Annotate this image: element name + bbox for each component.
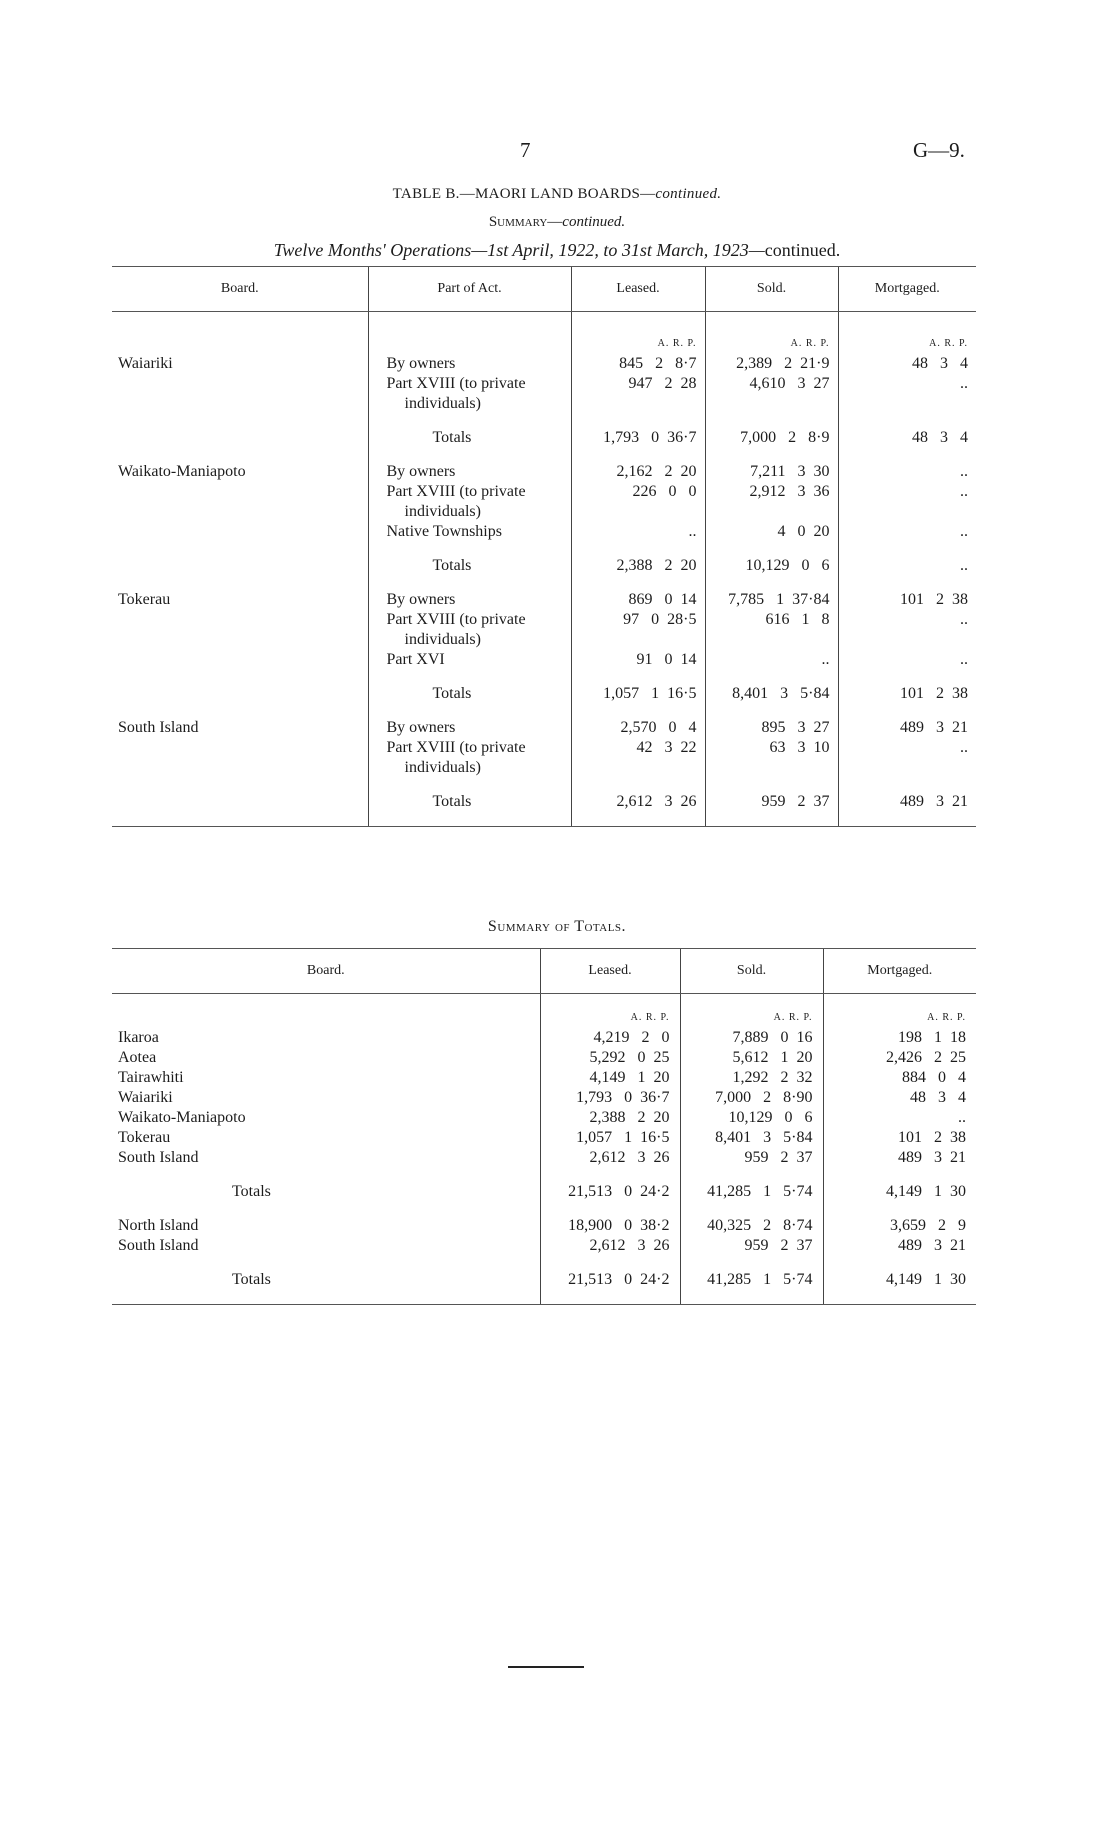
table-row	[112, 738, 976, 778]
summary-label: Summary—	[488, 214, 563, 230]
spacer-cell	[112, 738, 368, 778]
col-board: Board.	[112, 267, 368, 312]
operations-table-body	[112, 312, 976, 827]
spacer-cell	[112, 522, 368, 542]
mortgaged-value: 198 1 18	[823, 1028, 976, 1048]
board-name: Ikaroa	[118, 1029, 159, 1046]
spacer-cell	[838, 778, 976, 792]
part-of-act	[368, 738, 571, 778]
table-row	[112, 482, 976, 522]
part-of-act	[368, 522, 571, 542]
spacer-cell	[112, 994, 540, 1029]
spacer-cell	[368, 778, 571, 792]
spacer-cell	[705, 778, 838, 792]
spacer-cell	[823, 1290, 976, 1305]
board-name: South Island	[118, 1149, 199, 1166]
spacer-cell	[368, 448, 571, 462]
sold-value: 40,325 2 8·74	[680, 1216, 823, 1236]
sold-value: 10,129 0 6	[680, 1108, 823, 1128]
spacer-cell	[680, 1168, 823, 1182]
units-label: A. R. P.	[823, 994, 976, 1029]
leased-value: 18,900 0 38·2	[540, 1216, 680, 1236]
leased-value: 947 2 28	[571, 374, 705, 414]
sold-value: 959 2 37	[680, 1236, 823, 1256]
summary-continued: continued.	[562, 214, 626, 230]
part-of-act	[368, 650, 571, 670]
table-row	[112, 1128, 976, 1148]
spacer-cell	[705, 704, 838, 718]
spacer-cell	[112, 448, 368, 462]
sold-value: 616 1 8	[705, 610, 838, 650]
leased-value: 42 3 22	[571, 738, 705, 778]
totals-row	[112, 684, 976, 704]
units-label: A. R. P.	[540, 994, 680, 1029]
totals-row	[112, 792, 976, 812]
table-row	[112, 1148, 976, 1168]
table-row	[112, 462, 976, 482]
part-of-act	[368, 354, 571, 374]
part-of-act	[368, 590, 571, 610]
units-label: A. R. P.	[838, 312, 976, 355]
table-row	[112, 1068, 976, 1088]
total-leased-value: 21,513 0 24·2	[540, 1182, 680, 1202]
part-label-cont: individuals)	[404, 631, 481, 648]
end-rule	[508, 1666, 584, 1668]
gap-row	[112, 778, 976, 792]
spacer-cell	[368, 670, 571, 684]
totals-label: Totals	[232, 1271, 271, 1288]
part-label: Part XVIII (to private	[386, 739, 526, 756]
units-row	[112, 312, 976, 355]
spacer-cell	[838, 542, 976, 556]
leased-value: ..	[571, 522, 705, 542]
spacer-cell	[368, 704, 571, 718]
board-name: South Island	[118, 719, 199, 736]
spacer-cell	[838, 448, 976, 462]
summary-heading	[0, 214, 1114, 231]
sold-value: 7,785 1 37·84	[705, 590, 838, 610]
table-row	[112, 650, 976, 670]
total-sold: 7,000 2 8·9	[705, 428, 838, 448]
operations-table	[112, 266, 976, 827]
col-mortgaged: Mortgaged.	[823, 949, 976, 994]
spacer-cell	[112, 1202, 540, 1216]
sold-value: ..	[705, 650, 838, 670]
total-leased: 1,793 0 36·7	[571, 428, 705, 448]
spacer-cell	[705, 812, 838, 827]
part-label-cont: individuals)	[404, 395, 481, 412]
spacer-cell	[680, 1202, 823, 1216]
leased-value: 1,057 1 16·5	[540, 1128, 680, 1148]
table-row	[112, 1048, 976, 1068]
sold-value: 895 3 27	[705, 718, 838, 738]
gap-row	[112, 414, 976, 428]
spacer-cell	[112, 778, 368, 792]
total-sold-value: 41,285 1 5·74	[680, 1182, 823, 1202]
part-label-cont: individuals)	[404, 503, 481, 520]
spacer-cell	[112, 792, 368, 812]
table-row	[112, 354, 976, 374]
board-name: South Island	[118, 1237, 199, 1254]
part-label: Part XVI	[386, 651, 445, 668]
gap-row	[112, 704, 976, 718]
spacer-cell	[571, 670, 705, 684]
totals-label: Totals	[368, 684, 571, 704]
spacer-cell	[540, 1290, 680, 1305]
spacer-cell	[112, 1290, 540, 1305]
spacer-cell	[540, 1256, 680, 1270]
spacer-cell	[838, 704, 976, 718]
units-label: A. R. P.	[571, 312, 705, 355]
col-sold: Sold.	[705, 267, 838, 312]
table-row	[112, 718, 976, 738]
part-of-act	[368, 374, 571, 414]
leased-value: 2,570 0 4	[571, 718, 705, 738]
part-label: By owners	[386, 719, 456, 736]
part-label: Part XVIII (to private	[386, 483, 526, 500]
total-leased: 2,612 3 26	[571, 792, 705, 812]
table-row	[112, 1028, 976, 1048]
spacer-cell	[112, 556, 368, 576]
table-row	[112, 590, 976, 610]
part-of-act	[368, 610, 571, 650]
page-number: 7	[520, 138, 531, 162]
board-name: Tokerau	[118, 591, 171, 608]
spacer-cell	[112, 1256, 540, 1270]
sold-value: 63 3 10	[705, 738, 838, 778]
mortgaged-value: 48 3 4	[838, 354, 976, 374]
spacer-cell	[112, 414, 368, 428]
spacer-cell	[838, 414, 976, 428]
total-leased: 1,057 1 16·5	[571, 684, 705, 704]
mortgaged-value: 3,659 2 9	[823, 1216, 976, 1236]
gap-row	[112, 576, 976, 590]
board-name: Tairawhiti	[118, 1069, 184, 1086]
leased-value: 1,793 0 36·7	[540, 1088, 680, 1108]
table-title-continued: continued.	[655, 186, 722, 202]
gap-row	[112, 1290, 976, 1305]
spacer-cell	[705, 414, 838, 428]
mortgaged-value: ..	[838, 650, 976, 670]
spacer-cell	[705, 576, 838, 590]
spacer-cell	[571, 778, 705, 792]
leased-value: 4,219 2 0	[540, 1028, 680, 1048]
spacer-cell	[823, 1202, 976, 1216]
spacer-cell	[112, 374, 368, 414]
table-row	[112, 1088, 976, 1108]
total-sold: 8,401 3 5·84	[705, 684, 838, 704]
spacer-cell	[705, 448, 838, 462]
mortgaged-value: 48 3 4	[823, 1088, 976, 1108]
mortgaged-value: ..	[838, 610, 976, 650]
totals-row	[112, 1182, 976, 1202]
col-leased: Leased.	[540, 949, 680, 994]
part-of-act	[368, 462, 571, 482]
units-label: A. R. P.	[705, 312, 838, 355]
spacer-cell	[368, 414, 571, 428]
period-continued: continued.	[764, 240, 841, 260]
mortgaged-value: 101 2 38	[823, 1128, 976, 1148]
part-label: By owners	[386, 591, 456, 608]
total-mortgaged: ..	[838, 556, 976, 576]
spacer-cell	[112, 482, 368, 522]
sold-value: 4,610 3 27	[705, 374, 838, 414]
part-label: Native Townships	[386, 523, 502, 540]
gap-row	[112, 1256, 976, 1270]
leased-value: 226 0 0	[571, 482, 705, 522]
gap-row	[112, 1168, 976, 1182]
spacer-cell	[112, 670, 368, 684]
spacer-cell	[112, 650, 368, 670]
spacer-cell	[368, 312, 571, 355]
spacer-cell	[680, 1290, 823, 1305]
spacer-cell	[571, 414, 705, 428]
spacer-cell	[838, 812, 976, 827]
spacer-cell	[571, 448, 705, 462]
leased-value: 2,162 2 20	[571, 462, 705, 482]
mortgaged-value: 2,426 2 25	[823, 1048, 976, 1068]
part-label: Part XVIII (to private	[386, 611, 526, 628]
mortgaged-value: 489 3 21	[838, 718, 976, 738]
table-row	[112, 522, 976, 542]
mortgaged-value: ..	[838, 482, 976, 522]
spacer-cell	[112, 812, 368, 827]
spacer-cell	[112, 1168, 540, 1182]
board-name: Waikato-Maniapoto	[118, 1109, 246, 1126]
total-mortgaged: 489 3 21	[838, 792, 976, 812]
gap-row	[112, 670, 976, 684]
spacer-cell	[112, 312, 368, 355]
total-mortgaged: 48 3 4	[838, 428, 976, 448]
gap-row	[112, 448, 976, 462]
col-part-of-act: Part of Act.	[368, 267, 571, 312]
spacer-cell	[540, 1168, 680, 1182]
period-text: Twelve Months' Operations—1st April, 1922, to 31st March, 1923—	[273, 240, 765, 260]
col-leased: Leased.	[571, 267, 705, 312]
spacer-cell	[823, 1168, 976, 1182]
table-row	[112, 610, 976, 650]
table-title	[0, 186, 1114, 203]
leased-value: 845 2 8·7	[571, 354, 705, 374]
mortgaged-value: ..	[823, 1108, 976, 1128]
totals-row	[112, 428, 976, 448]
mortgaged-value: 489 3 21	[823, 1148, 976, 1168]
table-row	[112, 374, 976, 414]
spacer-cell	[705, 542, 838, 556]
col-board: Board.	[112, 949, 540, 994]
period-heading	[0, 240, 1114, 261]
gap-row	[112, 812, 976, 827]
board-name: Waiariki	[118, 355, 173, 372]
spacer-cell	[112, 576, 368, 590]
summary-table	[112, 948, 976, 1305]
table-row	[112, 1108, 976, 1128]
total-mortgaged: 101 2 38	[838, 684, 976, 704]
part-label: By owners	[386, 355, 456, 372]
island-row	[112, 1236, 976, 1256]
leased-value: 4,149 1 20	[540, 1068, 680, 1088]
board-name: North Island	[118, 1217, 199, 1234]
spacer-cell	[571, 704, 705, 718]
sold-value: 2,389 2 21·9	[705, 354, 838, 374]
sold-value: 959 2 37	[680, 1148, 823, 1168]
spacer-cell	[112, 704, 368, 718]
spacer-cell	[540, 1202, 680, 1216]
island-row	[112, 1216, 976, 1236]
leased-value: 2,612 3 26	[540, 1148, 680, 1168]
totals-row	[112, 556, 976, 576]
part-of-act	[368, 482, 571, 522]
spacer-cell	[112, 542, 368, 556]
totals-label: Totals	[368, 792, 571, 812]
part-label: By owners	[386, 463, 456, 480]
spacer-cell	[571, 576, 705, 590]
summary-of-totals-title: Summary of Totals.	[487, 918, 627, 935]
part-label: Part XVIII (to private	[386, 375, 526, 392]
spacer-cell	[368, 812, 571, 827]
summary-table-body	[112, 994, 976, 1305]
totals-label: Totals	[368, 428, 571, 448]
leased-value: 97 0 28·5	[571, 610, 705, 650]
document-reference: G—9.	[913, 138, 965, 162]
mortgaged-value: 884 0 4	[823, 1068, 976, 1088]
leased-value: 2,612 3 26	[540, 1236, 680, 1256]
mortgaged-value: 101 2 38	[838, 590, 976, 610]
spacer-cell	[705, 670, 838, 684]
part-of-act	[368, 718, 571, 738]
leased-value: 2,388 2 20	[540, 1108, 680, 1128]
spacer-cell	[823, 1256, 976, 1270]
table-title-text: TABLE B.—MAORI LAND BOARDS—	[392, 186, 656, 202]
total-leased-value: 21,513 0 24·2	[540, 1270, 680, 1290]
mortgaged-value: ..	[838, 462, 976, 482]
units-label: A. R. P.	[680, 994, 823, 1029]
board-name: Aotea	[118, 1049, 157, 1066]
spacer-cell	[571, 812, 705, 827]
totals-label: Totals	[368, 556, 571, 576]
spacer-cell	[571, 542, 705, 556]
sold-value: 2,912 3 36	[705, 482, 838, 522]
mortgaged-value: ..	[838, 374, 976, 414]
col-sold: Sold.	[680, 949, 823, 994]
spacer-cell	[680, 1256, 823, 1270]
leased-value: 5,292 0 25	[540, 1048, 680, 1068]
spacer-cell	[112, 610, 368, 650]
sold-value: 8,401 3 5·84	[680, 1128, 823, 1148]
units-row	[112, 994, 976, 1029]
leased-value: 869 0 14	[571, 590, 705, 610]
total-mortgaged-value: 4,149 1 30	[823, 1182, 976, 1202]
spacer-cell	[368, 542, 571, 556]
gap-row	[112, 542, 976, 556]
total-mortgaged-value: 4,149 1 30	[823, 1270, 976, 1290]
sold-value: 1,292 2 32	[680, 1068, 823, 1088]
spacer-cell	[112, 428, 368, 448]
sold-value: 7,211 3 30	[705, 462, 838, 482]
leased-value: 91 0 14	[571, 650, 705, 670]
col-mortgaged: Mortgaged.	[838, 267, 976, 312]
totals-label: Totals	[232, 1183, 271, 1200]
spacer-cell	[838, 670, 976, 684]
gap-row	[112, 1202, 976, 1216]
sold-value: 5,612 1 20	[680, 1048, 823, 1068]
total-sold-value: 41,285 1 5·74	[680, 1270, 823, 1290]
board-name: Waiariki	[118, 1089, 173, 1106]
spacer-cell	[368, 576, 571, 590]
board-name: Tokerau	[118, 1129, 171, 1146]
spacer-cell	[838, 576, 976, 590]
sold-value: 7,889 0 16	[680, 1028, 823, 1048]
total-sold: 10,129 0 6	[705, 556, 838, 576]
board-name: Waikato-Maniapoto	[118, 463, 246, 480]
mortgaged-value: 489 3 21	[823, 1236, 976, 1256]
sold-value: 4 0 20	[705, 522, 838, 542]
part-label-cont: individuals)	[404, 759, 481, 776]
mortgaged-value: ..	[838, 738, 976, 778]
total-sold: 959 2 37	[705, 792, 838, 812]
spacer-cell	[112, 684, 368, 704]
grand-totals-row	[112, 1270, 976, 1290]
mortgaged-value: ..	[838, 522, 976, 542]
total-leased: 2,388 2 20	[571, 556, 705, 576]
sold-value: 7,000 2 8·90	[680, 1088, 823, 1108]
